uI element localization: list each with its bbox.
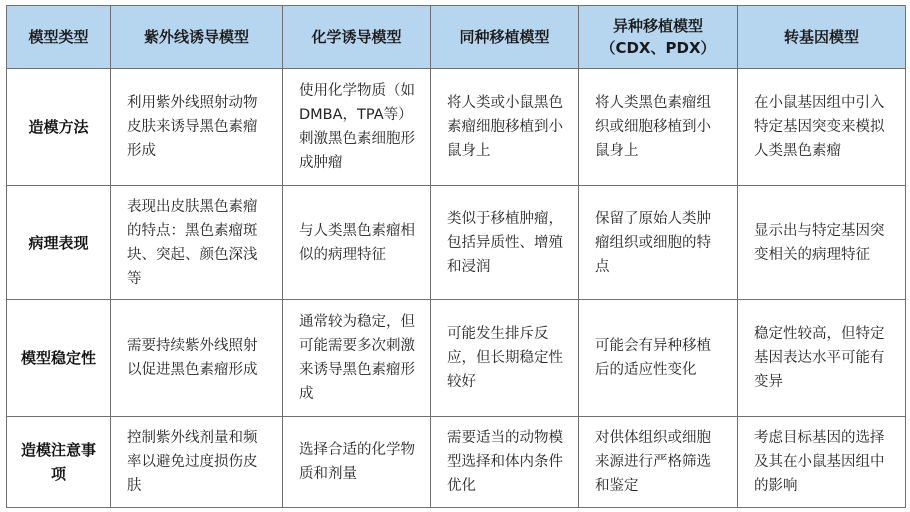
cell-notes-chemical: 选择合适的化学物质和剂量 [283,417,431,508]
cell-notes-syngeneic: 需要适当的动物模型选择和体内条件优化 [431,417,579,508]
cell-pathology-uv: 表现出皮肤黑色素瘤的特点：黑色素瘤斑块、突起、颜色深浅等 [111,186,283,300]
row-label-method: 造模方法 [7,69,111,186]
cell-method-xenograft: 将人类黑色素瘤组织或细胞移植到小鼠身上 [579,69,738,186]
table-row-method [7,69,906,186]
header-xenograft-title: 异种移植模型 [612,17,703,35]
cell-stability-chemical: 通常较为稳定，但可能需要多次刺激来诱导黑色素瘤形成 [283,300,431,417]
header-syngeneic-model: 同种移植模型 [431,6,579,69]
cell-pathology-syngeneic: 类似于移植肿瘤，包括异质性、增殖和浸润 [431,186,579,300]
row-label-pathology: 病理表现 [7,186,111,300]
header-xenograft-subtitle: （CDX、PDX） [600,39,716,57]
cell-method-syngeneic: 将人类或小鼠黑色素瘤细胞移植到小鼠身上 [431,69,579,186]
header-transgenic-model: 转基因模型 [738,6,906,69]
cell-pathology-xenograft: 保留了原始人类肿瘤组织或细胞的特点 [579,186,738,300]
table-header-row [7,6,906,69]
header-model-type: 模型类型 [7,6,111,69]
row-label-notes: 造模注意事项 [7,417,111,508]
row-label-stability: 模型稳定性 [7,300,111,417]
cell-stability-syngeneic: 可能发生排斥反应，但长期稳定性较好 [431,300,579,417]
table-row-pathology [7,186,906,300]
cell-method-chemical: 使用化学物质（如DMBA，TPA等）刺激黑色素细胞形成肿瘤 [283,69,431,186]
cell-method-transgenic: 在小鼠基因组中引入特定基因突变来模拟人类黑色素瘤 [738,69,906,186]
cell-stability-transgenic: 稳定性较高，但特定基因表达水平可能有变异 [738,300,906,417]
header-chemical-model: 化学诱导模型 [283,6,431,69]
cell-pathology-chemical: 与人类黑色素瘤相似的病理特征 [283,186,431,300]
table-row-stability [7,300,906,417]
cell-stability-xenograft: 可能会有异种移植后的适应性变化 [579,300,738,417]
header-xenograft-model [579,6,738,69]
cell-notes-transgenic: 考虑目标基因的选择及其在小鼠基因组中的影响 [738,417,906,508]
cell-method-uv: 利用紫外线照射动物皮肤来诱导黑色素瘤形成 [111,69,283,186]
cell-stability-uv: 需要持续紫外线照射以促进黑色素瘤形成 [111,300,283,417]
table-row-notes [7,417,906,508]
melanoma-model-comparison-table [6,5,906,508]
header-uv-model: 紫外线诱导模型 [111,6,283,69]
cell-notes-xenograft: 对供体组织或细胞来源进行严格筛选和鉴定 [579,417,738,508]
cell-notes-uv: 控制紫外线剂量和频率以避免过度损伤皮肤 [111,417,283,508]
cell-pathology-transgenic: 显示出与特定基因突变相关的病理特征 [738,186,906,300]
